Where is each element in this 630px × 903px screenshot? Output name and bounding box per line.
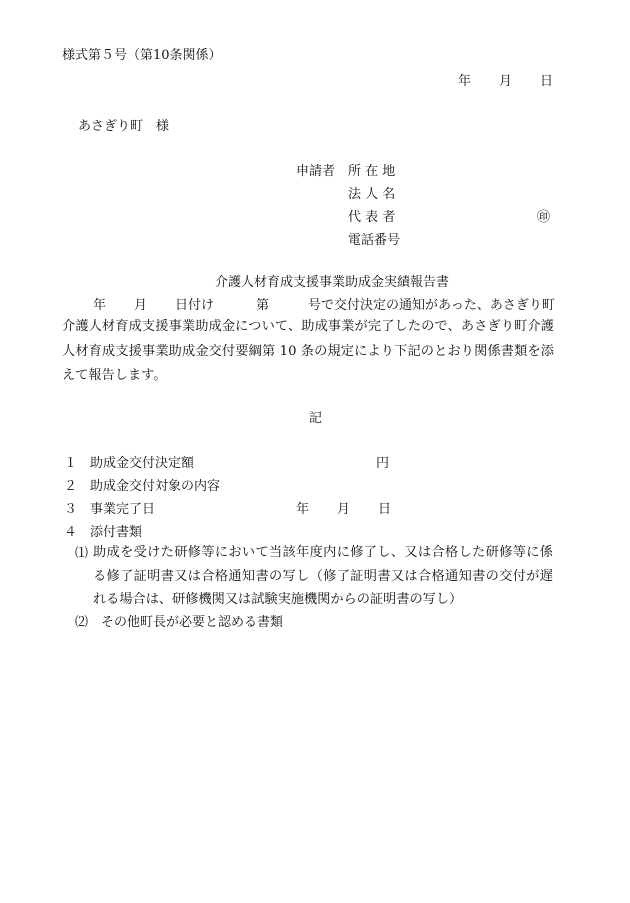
field-representative: 代 表 者 (348, 210, 396, 225)
seal-mark: ㊞ (537, 210, 551, 225)
addressee: あさぎり町 様 (78, 119, 170, 134)
date-year: 年 (458, 74, 472, 89)
item-number: ４ (64, 525, 78, 540)
item-number: ２ (64, 479, 78, 494)
item-suffix: 円 (376, 456, 390, 471)
field-address: 所 在 地 (348, 164, 396, 179)
item-label: 事業完了日 (90, 502, 156, 517)
item-label: 助成金交付決定額 (90, 456, 195, 471)
field-corporation-name: 法 人 名 (348, 187, 396, 202)
body-line1-rest: 号で交付決定の通知があった、あさぎり町 (308, 298, 555, 313)
item-number: １ (64, 456, 78, 471)
body-day-suffix: 日付け (175, 298, 215, 313)
attachment-number: ⑴ (75, 546, 89, 561)
date-day: 日 (540, 74, 554, 89)
item-label: 助成金交付対象の内容 (90, 479, 221, 494)
ki-heading: 記 (309, 411, 323, 426)
body-text: 介護人材育成支援事業助成金について、助成事業が完了したので、あさぎり町介護人材育成支援事業助成金交付要綱第 10 条の規定により下記のとおり関係書類を添えて報告します。 (62, 319, 554, 383)
attachment-number: ⑵ (75, 615, 89, 630)
form-number: 様式第５号（第10条関係） (62, 48, 222, 63)
item-year: 年 (296, 502, 310, 517)
attachment-text: その他町長が必要と認める書類 (101, 615, 284, 630)
item-month: 月 (337, 502, 351, 517)
applicant-label: 申請者 (296, 164, 336, 179)
attachment-text: 助成を受けた研修等において当該年度内に修了し、又は合格した研修等に係る修了証明書又は合格通知書の写し（修了証明書又は合格通知書の交付が遅れる場合は、研修機関又は試験実施機関からの証明書の写し） (93, 545, 553, 607)
document-title: 介護人材育成支援事業助成金実績報告書 (215, 275, 450, 290)
date-month: 月 (499, 74, 513, 89)
field-phone: 電話番号 (348, 233, 401, 248)
body-year: 年 (93, 298, 107, 313)
item-day: 日 (378, 502, 392, 517)
body-dai: 第 (256, 298, 270, 313)
body-month: 月 (134, 298, 148, 313)
item-number: ３ (64, 502, 78, 517)
item-label: 添付書類 (90, 525, 143, 540)
